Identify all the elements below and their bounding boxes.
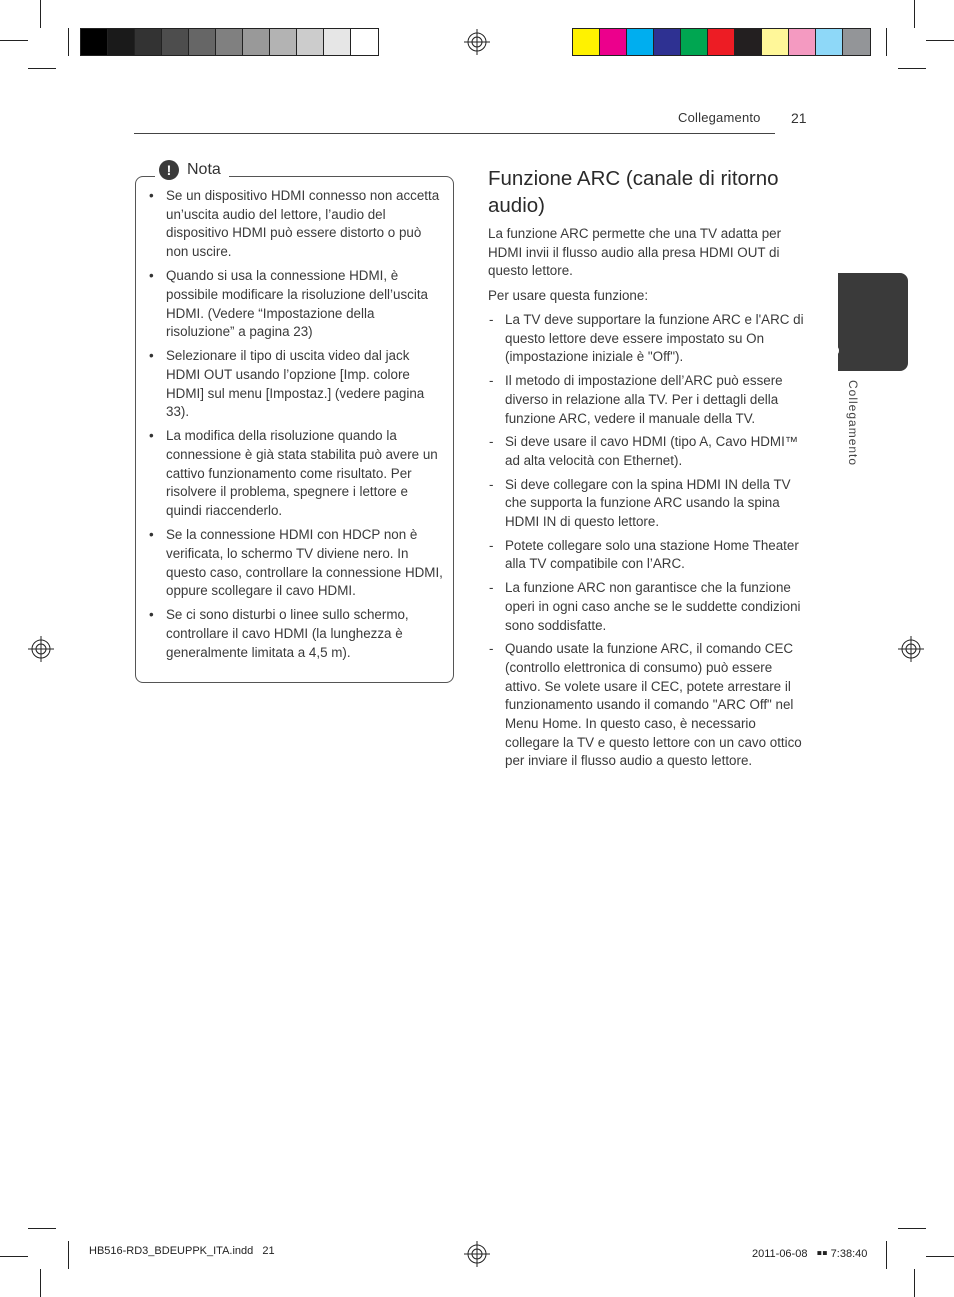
color-swatch [735, 29, 762, 55]
crop-mark [926, 40, 954, 41]
list-item: • Se ci sono disturbi o linee sullo schermo, controllare il cavo HDMI (la lunghezza è generalmente limitata a 4,5 m). [147, 606, 445, 662]
registration-mark-icon [898, 636, 924, 662]
list-item: • La modifica della risoluzione quando la connessione è già stata stabilita può avere un cattivo funzionamento come risultato. Per risolvere il problema, spegnere i lettore e quindi riaccenderlo. [147, 427, 445, 521]
requirements-list [488, 311, 810, 776]
note-title: Nota [187, 161, 221, 178]
color-swatch [789, 29, 816, 55]
registration-mark-icon [464, 1241, 490, 1267]
crop-mark [914, 1269, 915, 1297]
list-item: • Quando si usa la connessione HDMI, è possibile modificare la risoluzione dell’uscita HDMI. (Vedere “Impostazione della risoluzione” a pagina 23) [147, 267, 445, 342]
list-item: - La funzione ARC non garantisce che la funzione operi in ogni caso anche se le suddette condizioni sono soddisfatte. [488, 579, 810, 635]
color-swatch [654, 29, 681, 55]
color-swatch [843, 29, 870, 55]
color-swatch [135, 29, 162, 55]
color-swatch [162, 29, 189, 55]
usage-label: Per usare questa funzione: [488, 288, 649, 303]
color-swatch [243, 29, 270, 55]
crop-mark [926, 1256, 954, 1257]
color-swatch [351, 29, 378, 55]
list-item: • Selezionare il tipo di uscita video dal jack HDMI OUT usando l’opzione [Imp. colore HDMI] sul menu [Impostaz.] (vedere pagina 33). [147, 347, 445, 422]
crop-mark [68, 1241, 69, 1269]
registration-mark-icon [464, 29, 490, 55]
section-title: Funzione ARC (canale di ritorno audio) [488, 167, 779, 217]
crop-mark [886, 28, 887, 56]
chapter-tab [838, 273, 908, 371]
registration-mark-icon [28, 636, 54, 662]
note-heading [155, 160, 229, 180]
gray-scale-bar [80, 28, 379, 56]
intro-paragraph: La funzione ARC permette che una TV adatta per HDMI invii il flusso audio alla presa HDMI OUT di questo lettore. [488, 226, 782, 279]
color-swatch [573, 29, 600, 55]
color-swatch [627, 29, 654, 55]
list-item: - Potete collegare solo una stazione Home Theater alla TV compatibile con l’ARC. [488, 537, 810, 574]
crop-mark [898, 68, 926, 69]
color-swatch [708, 29, 735, 55]
color-swatch [297, 29, 324, 55]
crop-mark [898, 1228, 926, 1229]
list-item: - Quando usate la funzione ARC, il comando CEC (controllo elettronica di consumo) può essere attivo. Se volete usare il CEC, potete arrestare il funzionamento usando il comando "ARC Off" nel Menu Home. In questo caso, è necessario collegare la TV e questo lettore con un cavo ottico per inviare il flusso audio a questo lettore. [488, 640, 810, 771]
color-swatch [189, 29, 216, 55]
list-item: - Si deve collegare con la spina HDMI IN della TV che supporta la funzione ARC usando la spina HDMI IN di questo lettore. [488, 476, 810, 532]
footer-timestamp: 2011-06-08 ￭￭ 7:38:40 [752, 1248, 868, 1260]
header-rule [134, 133, 775, 134]
crop-mark [28, 1228, 56, 1229]
color-swatch [216, 29, 243, 55]
crop-mark [0, 1256, 28, 1257]
color-swatch [762, 29, 789, 55]
page-number: 21 [791, 110, 807, 126]
list-item: - Si deve usare il cavo HDMI (tipo A, Cavo HDMI™ ad alta velocità con Ethernet). [488, 433, 810, 470]
crop-mark [914, 0, 915, 28]
list-item: • Se la connessione HDMI con HDCP non è verificata, lo schermo TV diviene nero. In questo caso, controllare la connessione HDMI, oppure scollegare il cavo HDMI. [147, 526, 445, 601]
list-item: • Se un dispositivo HDMI connesso non accetta un’uscita audio del lettore, l’audio del dispositivo HDMI può essere distorto o può non uscire. [147, 187, 445, 262]
color-swatch [108, 29, 135, 55]
crop-mark [0, 40, 28, 41]
color-swatch [324, 29, 351, 55]
list-item: - Il metodo di impostazione dell’ARC può essere diverso in relazione alla TV. Per i dettagli della funzione ARC, vedere il manuale della TV. [488, 372, 810, 428]
crop-mark [886, 1241, 887, 1269]
chapter-number: 2 [820, 345, 842, 357]
crop-mark [40, 1269, 41, 1297]
color-swatch [81, 29, 108, 55]
crop-mark [28, 68, 56, 69]
crop-mark [40, 0, 41, 28]
exclamation-icon: ! [159, 160, 179, 180]
list-item: - La TV deve supportare la funzione ARC e l'ARC di questo lettore deve essere impostato su On (impostazione iniziale è "Off"). [488, 311, 810, 367]
color-bar [572, 28, 871, 56]
chapter-label: Collegamento [846, 380, 860, 467]
header-section-title: Collegamento [678, 110, 761, 125]
color-swatch [816, 29, 843, 55]
note-list [147, 187, 445, 668]
crop-mark [68, 28, 69, 56]
color-swatch [681, 29, 708, 55]
color-swatch [270, 29, 297, 55]
footer-file-name: HB516-RD3_BDEUPPK_ITA.indd 21 [89, 1245, 275, 1257]
color-swatch [600, 29, 627, 55]
